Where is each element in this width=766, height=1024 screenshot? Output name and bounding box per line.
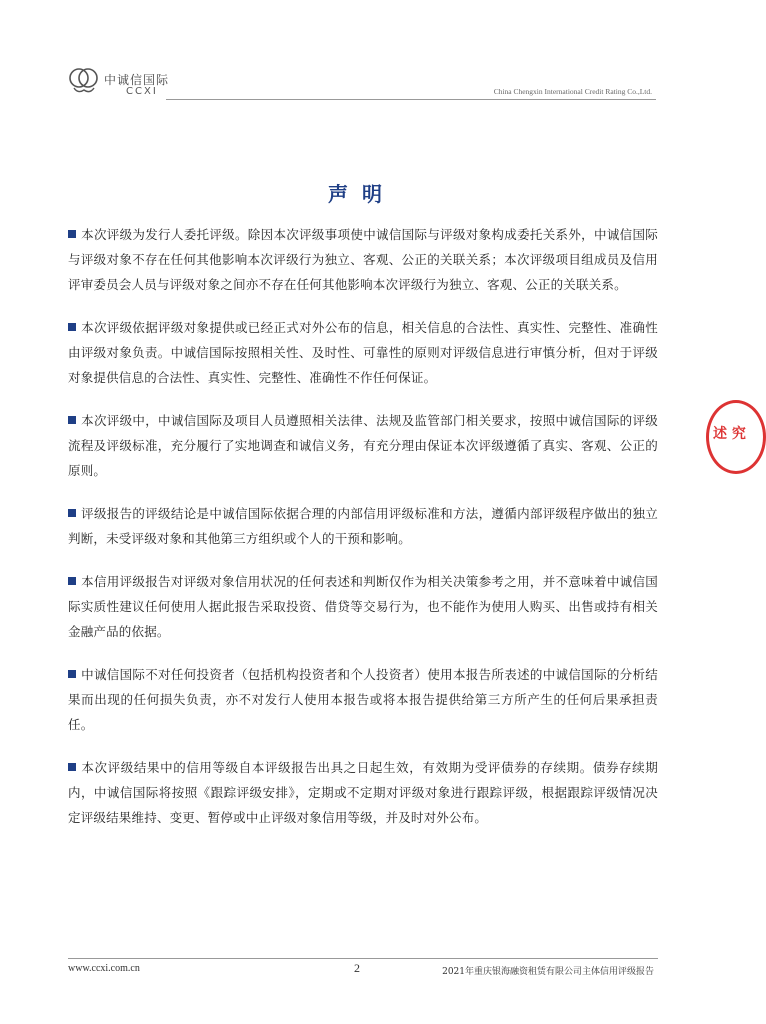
company-name-en: China Chengxin International Credit Rating Co.,Ltd. xyxy=(493,87,652,96)
statement-paragraph xyxy=(68,501,658,551)
square-bullet-icon xyxy=(68,509,76,517)
statement-paragraph xyxy=(68,755,658,830)
paragraph-text: 评级报告的评级结论是中诚信国际依据合理的内部信用评级标准和方法，遵循内部评级程序做出的独立判断，未受评级对象和其他第三方组织或个人的干预和影响。 xyxy=(68,506,658,546)
statement-paragraph xyxy=(68,222,658,297)
paragraph-text: 本次评级中，中诚信国际及项目人员遵照相关法律、法规及监管部门相关要求，按照中诚信国际的评级流程及评级标准，充分履行了实地调查和诚信义务，有充分理由保证本次评级遵循了真实、客观、公正的原则。 xyxy=(68,413,658,478)
statement-paragraph xyxy=(68,569,658,644)
square-bullet-icon xyxy=(68,230,76,238)
statement-paragraph xyxy=(68,315,658,390)
footer-website: www.ccxi.com.cn xyxy=(68,963,140,974)
footer-report-title: 2021年重庆银海融资租赁有限公司主体信用评级报告 xyxy=(442,967,654,977)
logo-text-en: CCXI xyxy=(126,86,158,97)
seal-stamp xyxy=(706,400,766,474)
footer-divider xyxy=(68,958,658,959)
page-header xyxy=(0,0,724,110)
stamp-text: 述 究 xyxy=(713,426,746,442)
square-bullet-icon xyxy=(68,670,76,678)
page-title: 声明 xyxy=(328,182,396,206)
statement-paragraph xyxy=(68,408,658,483)
square-bullet-icon xyxy=(68,323,76,331)
paragraph-text: 本次评级依据评级对象提供或已经正式对外公布的信息，相关信息的合法性、真实性、完整性、准确性由评级对象负责。中诚信国际按照相关性、及时性、可靠性的原则对评级信息进行审慎分析，但对于评级对象提供信息的合法性、真实性、完整性、准确性不作任何保证。 xyxy=(68,320,658,385)
statement-paragraph xyxy=(68,662,658,737)
page-number: 2 xyxy=(354,961,360,975)
logo-text-cn: 中诚信国际 xyxy=(104,73,170,87)
square-bullet-icon xyxy=(68,416,76,424)
ccxi-logo-icon xyxy=(68,64,100,96)
square-bullet-icon xyxy=(68,763,76,771)
paragraph-text: 本信用评级报告对评级对象信用状况的任何表述和判断仅作为相关决策参考之用，并不意味着中诚信国际实质性建议任何使用人据此报告采取投资、借贷等交易行为，也不能作为使用人购买、出售或持有相关金融产品的依据。 xyxy=(68,574,658,639)
paragraph-text: 中诚信国际不对任何投资者（包括机构投资者和个人投资者）使用本报告所表述的中诚信国际的分析结果而出现的任何损失负责，亦不对发行人使用本报告或将本报告提供给第三方所产生的任何后果承担责任。 xyxy=(68,667,658,732)
header-divider xyxy=(166,99,656,100)
statement-body xyxy=(68,222,658,848)
paragraph-text: 本次评级结果中的信用等级自本评级报告出具之日起生效，有效期为受评债券的存续期。债券存续期内，中诚信国际将按照《跟踪评级安排》，定期或不定期对评级对象进行跟踪评级，根据跟踪评级情况决定评级结果维持、变更、暂停或中止评级对象信用等级，并及时对外公布。 xyxy=(68,760,658,825)
paragraph-text: 本次评级为发行人委托评级。除因本次评级事项使中诚信国际与评级对象构成委托关系外，中诚信国际与评级对象不存在任何其他影响本次评级行为独立、客观、公正的关联关系；本次评级项目组成员及信用评审委员会人员与评级对象之间亦不存在任何其他影响本次评级行为独立、客观、公正的关联关系。 xyxy=(68,227,658,292)
square-bullet-icon xyxy=(68,577,76,585)
